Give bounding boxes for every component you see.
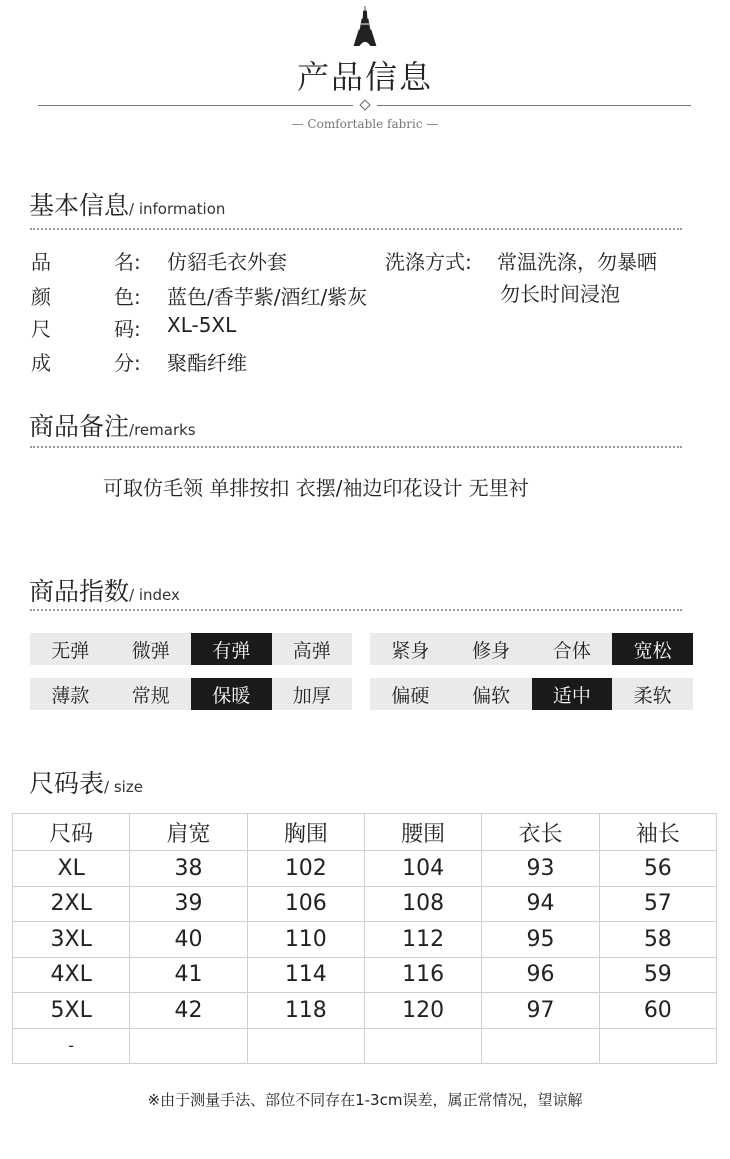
table-cell: 104 — [364, 851, 481, 887]
table-cell: 106 — [247, 886, 364, 922]
section-title-en: / size — [104, 778, 143, 796]
table-cell: 56 — [599, 851, 716, 887]
table-cell: 59 — [599, 957, 716, 993]
index-option: 偏硬 — [391, 684, 430, 707]
table-cell: 93 — [482, 851, 599, 887]
table-row — [13, 851, 717, 887]
table-row — [13, 886, 717, 922]
info-label-name-b: 名: — [114, 250, 141, 274]
index-option-selected: 有弹 — [191, 633, 272, 665]
table-cell: 108 — [364, 886, 481, 922]
table-header-row — [13, 814, 717, 851]
table-cell: 57 — [599, 886, 716, 922]
table-cell: 41 — [130, 957, 247, 993]
table-cell: 4XL — [13, 957, 130, 993]
size-table — [12, 813, 717, 1064]
index-option: 修身 — [472, 639, 511, 662]
table-cell — [364, 1028, 481, 1064]
index-strip-fit — [370, 633, 693, 665]
info-label-size-b: 码: — [114, 317, 141, 341]
info-label-name-a: 品 — [31, 250, 51, 274]
section-title-index — [29, 572, 180, 608]
table-cell: 96 — [482, 957, 599, 993]
index-strip-thickness — [30, 678, 352, 710]
dotted-divider — [30, 609, 682, 611]
table-cell — [482, 1028, 599, 1064]
diamond-ornament-icon — [359, 99, 370, 110]
table-row — [13, 1028, 717, 1064]
index-option: 薄款 — [51, 684, 90, 707]
info-value-wash-line2: 勿长时间浸泡 — [500, 282, 620, 306]
info-label-size-a: 尺 — [31, 317, 51, 341]
index-option: 加厚 — [292, 684, 331, 707]
table-row — [13, 922, 717, 958]
section-title-remarks — [29, 407, 196, 443]
section-title-zh: 商品备注 — [29, 412, 130, 441]
index-option: 无弹 — [51, 639, 90, 662]
table-cell: 120 — [364, 993, 481, 1029]
table-cell: 116 — [364, 957, 481, 993]
index-option: 微弹 — [131, 639, 170, 662]
section-title-information — [29, 186, 225, 222]
index-strip-softness — [370, 678, 693, 710]
index-strip-elasticity — [30, 633, 352, 665]
info-label-wash: 洗涤方式: — [385, 250, 472, 274]
index-option: 合体 — [552, 639, 591, 662]
info-value-wash-line1: 常温洗涤，勿暴晒 — [497, 250, 657, 274]
table-cell: XL — [13, 851, 130, 887]
info-value-name: 仿貂毛衣外套 — [167, 250, 287, 274]
dotted-divider — [30, 446, 682, 448]
table-cell: 102 — [247, 851, 364, 887]
info-label-material-a: 成 — [31, 351, 51, 375]
section-title-zh: 尺码表 — [29, 769, 105, 798]
section-title-zh: 商品指数 — [29, 577, 130, 606]
table-cell: 39 — [130, 886, 247, 922]
table-cell: 38 — [130, 851, 247, 887]
info-label-color-b: 色: — [114, 285, 141, 309]
remarks-text: 可取仿毛领 单排按扣 衣摆/袖边印花设计 无里衬 — [103, 476, 529, 500]
header-divider-left — [38, 105, 353, 106]
table-header-cell: 袖长 — [599, 814, 716, 851]
index-option-selected: 宽松 — [612, 633, 693, 665]
table-cell: 94 — [482, 886, 599, 922]
table-header-cell: 肩宽 — [130, 814, 247, 851]
index-option: 紧身 — [391, 639, 430, 662]
index-option-selected: 适中 — [532, 678, 613, 710]
table-cell: - — [13, 1028, 130, 1064]
info-value-material: 聚酯纤维 — [167, 351, 247, 375]
table-row — [13, 957, 717, 993]
index-option: 高弹 — [292, 639, 331, 662]
page-subtitle: — Comfortable fabric — — [291, 117, 439, 131]
section-title-en: / information — [129, 200, 226, 218]
table-header-cell: 尺码 — [13, 814, 130, 851]
measurement-note: ※由于测量手法、部位不同存在1-3cm误差，属正常情况，望谅解 — [147, 1091, 583, 1109]
table-header-cell: 胸围 — [247, 814, 364, 851]
eiffel-tower-icon — [352, 6, 378, 46]
section-title-en: /remarks — [129, 421, 196, 439]
table-cell: 60 — [599, 993, 716, 1029]
info-value-size: XL-5XL — [167, 313, 237, 337]
section-title-zh: 基本信息 — [29, 191, 130, 220]
table-header-cell: 衣长 — [482, 814, 599, 851]
table-row — [13, 993, 717, 1029]
table-cell: 118 — [247, 993, 364, 1029]
table-cell: 3XL — [13, 922, 130, 958]
table-cell: 95 — [482, 922, 599, 958]
table-cell — [599, 1028, 716, 1064]
page-title: 产品信息 — [296, 58, 433, 96]
info-value-color: 蓝色/香芋紫/酒红/紫灰 — [167, 285, 368, 309]
table-cell — [247, 1028, 364, 1064]
table-cell: 40 — [130, 922, 247, 958]
index-option: 常规 — [131, 684, 170, 707]
table-cell: 5XL — [13, 993, 130, 1029]
table-cell: 110 — [247, 922, 364, 958]
header-divider-right — [377, 105, 691, 106]
section-title-size — [29, 764, 143, 800]
info-label-material-b: 分: — [114, 351, 141, 375]
index-option: 偏软 — [472, 684, 511, 707]
table-cell — [130, 1028, 247, 1064]
table-cell: 58 — [599, 922, 716, 958]
dotted-divider — [30, 228, 682, 230]
index-option: 柔软 — [633, 684, 672, 707]
table-cell: 97 — [482, 993, 599, 1029]
table-cell: 114 — [247, 957, 364, 993]
info-label-color-a: 颜 — [31, 285, 51, 309]
table-header-cell: 腰围 — [364, 814, 481, 851]
section-title-en: / index — [129, 586, 180, 604]
table-cell: 42 — [130, 993, 247, 1029]
table-cell: 2XL — [13, 886, 130, 922]
table-cell: 112 — [364, 922, 481, 958]
index-option-selected: 保暖 — [191, 678, 272, 710]
